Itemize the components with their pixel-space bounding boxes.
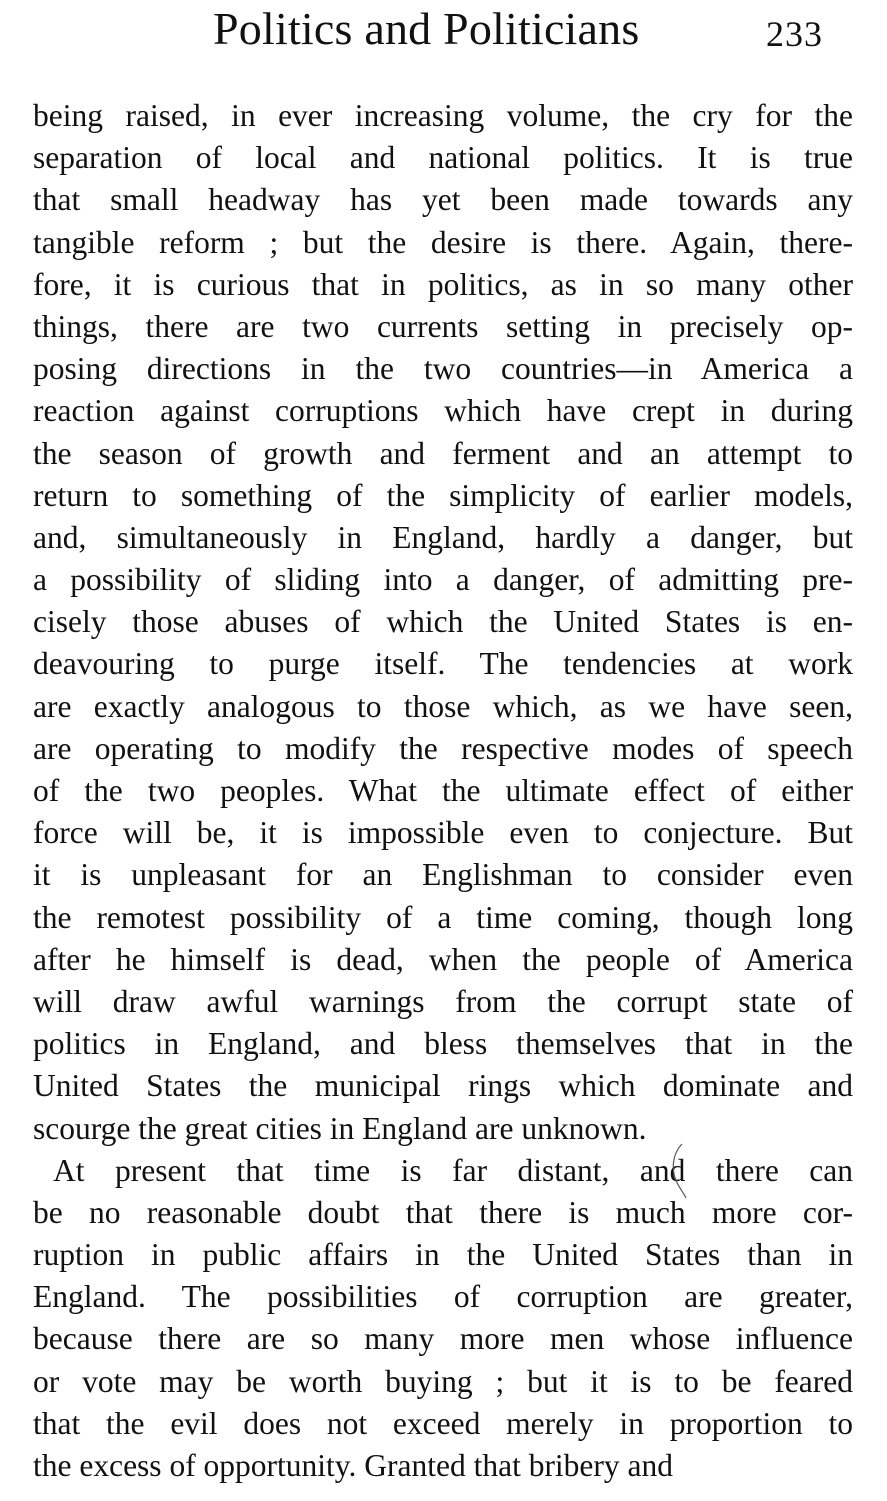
text-line: posing directions in the two countries—in America a	[33, 351, 853, 387]
text-line: it is unpleasant for an Englishman to consider even	[33, 857, 853, 893]
text-line: of the two peoples. What the ultimate effect of either	[33, 773, 853, 808]
text-line: are exactly analogous to those which, as we have seen,	[33, 688, 853, 724]
text-line: force will be, it is impossible even to conjecture. But	[33, 815, 853, 851]
text-line: that the evil does not exceed merely in proportion to	[33, 1405, 853, 1441]
text-line: England. The possibilities of corruption are greater,	[33, 1279, 853, 1315]
text-line: tangible reform ; but the desire is there. Again, there-	[33, 224, 853, 260]
running-title: Politics and Politicians	[213, 3, 640, 54]
text-line: fore, it is curious that in politics, as in so many other	[33, 266, 853, 302]
text-line: At present that time is far distant, and there can	[53, 1152, 853, 1188]
text-line: deavouring to purge itself. The tendencies at work	[33, 646, 853, 682]
paragraph	[33, 1150, 853, 1488]
text-line: that small headway has yet been made towards any	[33, 182, 853, 218]
text-line: return to something of the simplicity of earlier models,	[33, 477, 853, 513]
text-line: the season of growth and ferment and an attempt to	[33, 435, 853, 471]
running-head	[0, 2, 887, 58]
text-line: or vote may be worth buying ; but it is to be feared	[33, 1363, 853, 1399]
text-line: are operating to modify the respective modes of speech	[33, 730, 853, 766]
text-line: cisely those abuses of which the United States is en-	[33, 604, 853, 640]
text-line: will draw awful warnings from the corrupt state of	[33, 983, 853, 1019]
text-line: reaction against corruptions which have crept in during	[33, 393, 853, 429]
text-line: being raised, in ever increasing volume, the cry for the	[33, 98, 853, 133]
text-line: things, there are two currents setting in precisely op-	[33, 308, 853, 344]
text-line: be no reasonable doubt that there is much more cor-	[33, 1194, 853, 1230]
text-line: ruption in public affairs in the United States than in	[33, 1237, 853, 1273]
text-line: because there are so many more men whose influence	[33, 1321, 853, 1357]
page-number: 233	[766, 14, 823, 54]
text-line: a possibility of sliding into a danger, of admitting pre-	[33, 562, 853, 598]
text-line: and, simultaneously in England, hardly a danger, but	[33, 519, 853, 555]
text-line: politics in England, and bless themselves that in the	[33, 1026, 853, 1062]
body-text	[33, 95, 853, 1487]
text-line: the remotest possibility of a time coming, though long	[33, 899, 853, 935]
text-line: United States the municipal rings which dominate and	[33, 1068, 853, 1104]
text-line: after he himself is dead, when the people of America	[33, 941, 853, 977]
text-line: the excess of opportunity. Granted that bribery and	[33, 1448, 674, 1483]
text-line: scourge the great cities in England are unknown.	[33, 1110, 647, 1146]
paragraph	[33, 95, 853, 1150]
text-line: separation of local and national politics. It is true	[33, 140, 853, 176]
